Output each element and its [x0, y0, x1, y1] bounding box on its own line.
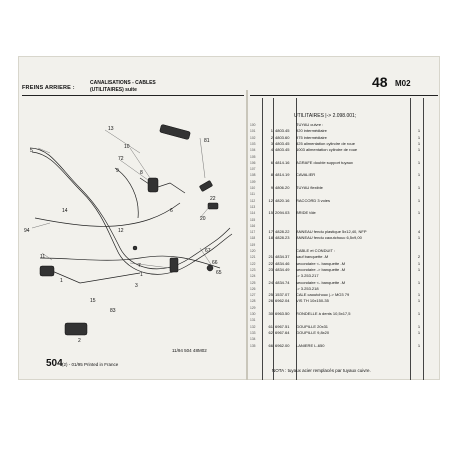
part-description: RACCORD 3 voies [296, 197, 331, 203]
part-code: 4828.22 [275, 229, 290, 235]
callout-5: 5 [30, 148, 33, 154]
quantity: 1 [417, 311, 421, 316]
callout-8: 8 [140, 170, 143, 176]
table-row [250, 147, 438, 153]
line-number: 114 [250, 211, 256, 216]
ref-number: 61 [268, 323, 273, 329]
book-spine [246, 90, 248, 380]
table-row [250, 273, 438, 279]
callout-3: 3 [135, 283, 138, 289]
line-number: 100 [250, 123, 256, 127]
part-code: 4803.45 [275, 147, 290, 153]
ref-number: 18 [268, 235, 273, 241]
table-row [250, 242, 438, 248]
section-title: FREINS ARRIERE : [22, 85, 75, 91]
table-row [250, 217, 438, 223]
line-number: 125 [250, 280, 256, 285]
brake-lines-drawing [20, 108, 246, 348]
part-code: 6963.50 [275, 311, 290, 316]
line-number: 123 [250, 267, 256, 272]
callout-81: 81 [204, 138, 210, 144]
line-number: 110 [250, 186, 256, 190]
callout-6: 6 [170, 208, 173, 214]
line-number: 121 [250, 255, 256, 260]
part-description: TUYAU cuivre : [296, 122, 324, 127]
line-number: 119 [250, 242, 256, 247]
part-code: 4803.60 [275, 134, 290, 140]
part-code: 1537.07 [275, 292, 290, 298]
part-description: TUYAU flexible [296, 185, 323, 190]
callout-15: 15 [90, 298, 96, 304]
part-code: 4828.23 [275, 235, 290, 241]
table-row [250, 122, 438, 128]
line-number: 127 [250, 293, 256, 298]
line-number: 112 [250, 198, 256, 203]
part-code: 6967.51 [275, 323, 290, 329]
callout-7: 7 [138, 263, 141, 269]
table-row [250, 248, 438, 254]
part-description: CALE caoutchouc |-> MO3 79 [296, 292, 350, 298]
line-number: 120 [250, 249, 256, 253]
callout-14: 14 [62, 208, 68, 214]
ref-number: 17 [268, 229, 273, 235]
part-description: secondaire <- banquette -M [296, 279, 346, 285]
line-number: 102 [250, 135, 256, 140]
table-row [250, 254, 438, 260]
line-number: 108 [250, 173, 256, 178]
ref-number: 30 [268, 311, 273, 316]
table-row [250, 229, 438, 235]
part-description: 920 intermédiaire [296, 128, 327, 134]
quantity: 1 [417, 235, 421, 241]
table-row [250, 305, 438, 311]
table-row [250, 141, 438, 147]
part-code: 4806.20 [275, 185, 290, 190]
part-description: sauf banquette -M [296, 254, 329, 260]
brake-pipe-main [30, 148, 230, 269]
line-number: 116 [250, 223, 256, 228]
quantity: 1 [417, 140, 421, 146]
table-row [250, 154, 438, 160]
part-description: RONDELLE à dents 10,5x17,5 [296, 311, 351, 316]
line-number: 101 [250, 129, 256, 134]
quantity: 1 [417, 172, 421, 178]
ref-number: 6 [270, 159, 273, 165]
part-description: BRIDE tôle [296, 210, 316, 216]
ref-number: 22 [268, 260, 273, 266]
table-row [250, 223, 438, 229]
callout-94: 94 [24, 228, 30, 234]
part-code: 6967.64 [275, 329, 290, 335]
callout-22: 22 [210, 196, 216, 202]
part-code: 4803.45 [275, 140, 290, 146]
callout-13: 13 [108, 126, 114, 132]
quantity: 4 [417, 229, 421, 235]
quantity: 1 [417, 329, 421, 335]
quantity: 1 [417, 323, 421, 329]
part-description: CABLE et CONDUIT : [296, 248, 336, 253]
part-description: secondaire <- banquette -M [296, 260, 346, 266]
subtitle-line-2: (UTILITAIRES) suite [90, 86, 137, 93]
callout-83: 83 [110, 308, 116, 314]
part-description: 1003 alimentation cylindre de roue [296, 147, 358, 153]
part-description: LANIERE L-650 [296, 342, 325, 348]
subtitle-line-1: CANALISATIONS - CABLES [90, 80, 156, 86]
quantity: 1 [417, 147, 421, 153]
ref-number: 2 [270, 134, 273, 140]
table-row [250, 343, 438, 349]
callout-66: 66 [212, 260, 218, 266]
table-row [250, 292, 438, 298]
line-number: 132 [250, 324, 256, 329]
ref-number: 24 [268, 279, 273, 285]
callout-67: 67 [205, 248, 211, 254]
part-description: secondaire -> banquette -M [296, 266, 346, 272]
ref-number: 9 [270, 185, 273, 190]
part-code: 4814.19 [275, 172, 290, 178]
vehicle-range: UTILITAIRES |-> 2.098.001; [294, 113, 357, 119]
callout-1a: 1 [140, 272, 143, 278]
part-code: 4820.16 [275, 197, 290, 203]
exploded-diagram [20, 108, 246, 348]
line-number: 133 [250, 330, 256, 335]
quantity: 1 [417, 292, 421, 298]
quantity: 1 [417, 298, 421, 304]
part-description: -> 3.253.217 [296, 273, 319, 279]
part-description: CAVALIER [296, 172, 316, 178]
table-row [250, 198, 438, 204]
line-number: 118 [250, 236, 256, 241]
section-subtitle [90, 80, 156, 93]
table-row [250, 280, 438, 286]
part-description: GOUPILLE 9,8x20 [296, 329, 330, 335]
line-number: 115 [250, 217, 256, 222]
line-number: 134 [250, 337, 256, 342]
callout-72: 72 [118, 156, 124, 162]
part-code: 6962.04 [275, 298, 290, 304]
table-row [250, 317, 438, 323]
quantity: 2 [417, 254, 421, 260]
table-row [250, 336, 438, 342]
ref-number: 8 [270, 172, 273, 178]
callout-2: 2 [78, 338, 81, 344]
table-row [250, 191, 438, 197]
callout-12: 12 [118, 228, 124, 234]
bracket-block [65, 323, 87, 335]
flex-hose [115, 168, 138, 218]
line-number: 128 [250, 299, 256, 304]
line-number: 103 [250, 141, 256, 146]
table-row [250, 160, 438, 166]
table-row [250, 210, 438, 216]
line-number: 104 [250, 148, 256, 153]
table-row [250, 172, 438, 178]
ref-number: 3 [270, 140, 273, 146]
callout-65: 65 [216, 270, 222, 276]
table-row [250, 261, 438, 267]
header-rule-right [250, 95, 438, 96]
part-code: 6962.00 [275, 342, 290, 348]
ref-number: 1 [270, 128, 273, 134]
ref-number: 26 [268, 298, 273, 304]
bracket-plate [159, 124, 190, 139]
flexible-hose-end [208, 203, 218, 209]
quantity: 1 [417, 197, 421, 203]
quantity: 1 [417, 279, 421, 285]
ref-number: 21 [268, 254, 273, 260]
clip [199, 180, 212, 191]
line-number: 109 [250, 179, 256, 184]
line-number: 131 [250, 318, 256, 323]
quantity: 1 [417, 266, 421, 272]
cable-upper [35, 203, 180, 226]
part-description: VIS TH 10x150-35 [296, 298, 329, 304]
page-number: 48 [372, 74, 388, 90]
line-number: 106 [250, 160, 256, 165]
quantity: 1 [417, 342, 421, 348]
part-code: 4803.45 [275, 128, 290, 134]
table-row [250, 235, 438, 241]
line-number: 129 [250, 305, 256, 310]
part-description: 975 intermédiaire [296, 134, 327, 140]
ref-number: 23 [268, 266, 273, 272]
table-row [250, 324, 438, 330]
line-number: 122 [250, 261, 256, 266]
ref-number: 15 [268, 210, 273, 216]
line-number: 124 [250, 274, 256, 279]
ref-number: 66 [268, 342, 273, 348]
page-code: M02 [395, 79, 411, 88]
callout-11: 11 [40, 254, 46, 260]
diagram-reference: 11/94 504 48M02 [172, 348, 207, 353]
quantity: 1 [417, 210, 421, 216]
line-number: 135 [250, 343, 256, 348]
part-code: 4834.49 [275, 266, 290, 272]
table-row [250, 185, 438, 191]
cable-guide [133, 246, 137, 250]
three-way-union [148, 178, 158, 192]
part-code: 4814.16 [275, 159, 290, 165]
ref-number: 12 [268, 197, 273, 203]
callout-20: 20 [200, 216, 206, 222]
line-number: 130 [250, 312, 256, 316]
table-row [250, 204, 438, 210]
part-description: ANNEAU fendu caoutchouc 6,5x9,00 [296, 235, 362, 241]
callout-1b: 1 [60, 278, 63, 284]
line-number: 105 [250, 154, 256, 159]
header-rule-left [22, 95, 244, 96]
ref-number: 4 [270, 147, 273, 153]
model-number: 504 [46, 358, 63, 369]
table-row [250, 135, 438, 141]
part-description: 825 alimentation cylindre de roue [296, 140, 355, 146]
ref-number: 62 [268, 329, 273, 335]
quantity: 1 [417, 185, 421, 190]
callout-10: 10 [124, 144, 130, 150]
table-row [250, 330, 438, 336]
table-row [250, 166, 438, 172]
part-code: 4834.74 [275, 279, 290, 285]
line-number: 126 [250, 286, 256, 291]
part-description: GOUPILLE 20x31 [296, 323, 329, 329]
table-row [250, 179, 438, 185]
compensator [40, 266, 54, 276]
part-code: 4834.37 [275, 254, 290, 260]
callout-9: 9 [116, 168, 119, 174]
tee-connector-lines [140, 178, 185, 193]
part-description: -> 3.253.218 [296, 285, 319, 291]
table-row [250, 267, 438, 273]
print-info: (2) - 01/95 Printed in France [62, 362, 119, 367]
table-row [250, 298, 438, 304]
clamp [170, 258, 178, 272]
quantity: 1 [417, 159, 421, 165]
part-description: ANNEAU fendu plastique 5x12,40, NFP [296, 229, 367, 235]
table-row [250, 311, 438, 317]
part-code: 4834.46 [275, 260, 290, 266]
note: NOTA : tuyaux acier remplacés par tuyaux cuivre. [272, 368, 371, 373]
part-code: 2094.03 [275, 210, 290, 216]
line-number: 117 [250, 230, 256, 235]
line-number: 107 [250, 167, 256, 172]
line-number: 113 [250, 204, 256, 209]
quantity: 1 [417, 128, 421, 134]
quantity: 1 [417, 134, 421, 140]
part-description: AGRAFE double support tuyaux [296, 159, 353, 165]
line-number: 111 [250, 192, 256, 197]
ref-number: 25 [268, 292, 273, 298]
quantity: 1 [417, 260, 421, 266]
table-row [250, 128, 438, 134]
table-row [250, 286, 438, 292]
